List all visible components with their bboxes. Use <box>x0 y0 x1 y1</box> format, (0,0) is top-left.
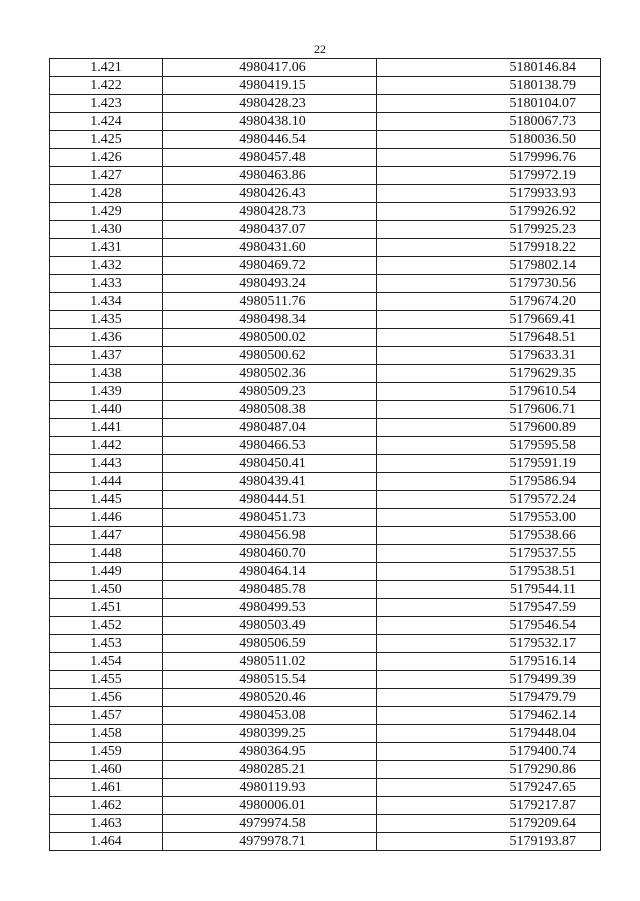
table-row <box>50 527 601 545</box>
y-coordinate-cell: 5179918.22 <box>377 239 601 257</box>
x-coordinate-cell: 4980493.24 <box>163 275 377 293</box>
x-coordinate-cell: 4980417.06 <box>163 59 377 77</box>
y-coordinate-cell: 5179633.31 <box>377 347 601 365</box>
table-row <box>50 509 601 527</box>
point-number-cell: 1.450 <box>50 581 163 599</box>
table-row <box>50 275 601 293</box>
table-row <box>50 257 601 275</box>
point-number-cell: 1.448 <box>50 545 163 563</box>
table-row <box>50 203 601 221</box>
table-row <box>50 221 601 239</box>
table-row <box>50 383 601 401</box>
x-coordinate-cell: 4980511.02 <box>163 653 377 671</box>
y-coordinate-cell: 5179933.93 <box>377 185 601 203</box>
table-row <box>50 761 601 779</box>
table-row <box>50 59 601 77</box>
y-coordinate-cell: 5179572.24 <box>377 491 601 509</box>
table-row <box>50 635 601 653</box>
y-coordinate-cell: 5179730.56 <box>377 275 601 293</box>
x-coordinate-cell: 4980498.34 <box>163 311 377 329</box>
x-coordinate-cell: 4980464.14 <box>163 563 377 581</box>
x-coordinate-cell: 4980428.23 <box>163 95 377 113</box>
table-row <box>50 473 601 491</box>
y-coordinate-cell: 5179606.71 <box>377 401 601 419</box>
table-row <box>50 401 601 419</box>
point-number-cell: 1.457 <box>50 707 163 725</box>
y-coordinate-cell: 5179532.17 <box>377 635 601 653</box>
y-coordinate-cell: 5180067.73 <box>377 113 601 131</box>
point-number-cell: 1.440 <box>50 401 163 419</box>
y-coordinate-cell: 5179547.59 <box>377 599 601 617</box>
point-number-cell: 1.429 <box>50 203 163 221</box>
table-row <box>50 329 601 347</box>
point-number-cell: 1.430 <box>50 221 163 239</box>
table-row <box>50 545 601 563</box>
x-coordinate-cell: 4980499.53 <box>163 599 377 617</box>
x-coordinate-cell: 4979974.58 <box>163 815 377 833</box>
y-coordinate-cell: 5179553.00 <box>377 509 601 527</box>
point-number-cell: 1.435 <box>50 311 163 329</box>
point-number-cell: 1.453 <box>50 635 163 653</box>
y-coordinate-cell: 5179499.39 <box>377 671 601 689</box>
y-coordinate-cell: 5179648.51 <box>377 329 601 347</box>
table-row <box>50 743 601 761</box>
x-coordinate-cell: 4979978.71 <box>163 833 377 851</box>
table-row <box>50 365 601 383</box>
point-number-cell: 1.447 <box>50 527 163 545</box>
point-number-cell: 1.432 <box>50 257 163 275</box>
point-number-cell: 1.428 <box>50 185 163 203</box>
table-row <box>50 77 601 95</box>
y-coordinate-cell: 5179462.14 <box>377 707 601 725</box>
point-number-cell: 1.445 <box>50 491 163 509</box>
x-coordinate-cell: 4980511.76 <box>163 293 377 311</box>
y-coordinate-cell: 5179217.87 <box>377 797 601 815</box>
y-coordinate-cell: 5179479.79 <box>377 689 601 707</box>
point-number-cell: 1.438 <box>50 365 163 383</box>
table-row <box>50 347 601 365</box>
y-coordinate-cell: 5179591.19 <box>377 455 601 473</box>
x-coordinate-cell: 4980509.23 <box>163 383 377 401</box>
x-coordinate-cell: 4980428.73 <box>163 203 377 221</box>
table-row <box>50 293 601 311</box>
y-coordinate-cell: 5179247.65 <box>377 779 601 797</box>
point-number-cell: 1.446 <box>50 509 163 527</box>
y-coordinate-cell: 5179537.55 <box>377 545 601 563</box>
x-coordinate-cell: 4980450.41 <box>163 455 377 473</box>
x-coordinate-cell: 4980431.60 <box>163 239 377 257</box>
y-coordinate-cell: 5179669.41 <box>377 311 601 329</box>
table-row <box>50 311 601 329</box>
table-row <box>50 437 601 455</box>
table-row <box>50 491 601 509</box>
x-coordinate-cell: 4980503.49 <box>163 617 377 635</box>
x-coordinate-cell: 4980456.98 <box>163 527 377 545</box>
y-coordinate-cell: 5179209.64 <box>377 815 601 833</box>
coordinates-table <box>49 58 601 851</box>
y-coordinate-cell: 5179544.11 <box>377 581 601 599</box>
x-coordinate-cell: 4980437.07 <box>163 221 377 239</box>
y-coordinate-cell: 5179972.19 <box>377 167 601 185</box>
x-coordinate-cell: 4980285.21 <box>163 761 377 779</box>
point-number-cell: 1.427 <box>50 167 163 185</box>
y-coordinate-cell: 5179448.04 <box>377 725 601 743</box>
y-coordinate-cell: 5179600.89 <box>377 419 601 437</box>
y-coordinate-cell: 5179925.23 <box>377 221 601 239</box>
x-coordinate-cell: 4980444.51 <box>163 491 377 509</box>
x-coordinate-cell: 4980520.46 <box>163 689 377 707</box>
y-coordinate-cell: 5180104.07 <box>377 95 601 113</box>
point-number-cell: 1.422 <box>50 77 163 95</box>
table-row <box>50 797 601 815</box>
table-row <box>50 419 601 437</box>
point-number-cell: 1.433 <box>50 275 163 293</box>
x-coordinate-cell: 4980426.43 <box>163 185 377 203</box>
table-row <box>50 581 601 599</box>
table-row <box>50 725 601 743</box>
point-number-cell: 1.462 <box>50 797 163 815</box>
point-number-cell: 1.439 <box>50 383 163 401</box>
point-number-cell: 1.455 <box>50 671 163 689</box>
point-number-cell: 1.443 <box>50 455 163 473</box>
x-coordinate-cell: 4980500.02 <box>163 329 377 347</box>
point-number-cell: 1.461 <box>50 779 163 797</box>
table-row <box>50 617 601 635</box>
point-number-cell: 1.425 <box>50 131 163 149</box>
table-row <box>50 455 601 473</box>
table-row <box>50 95 601 113</box>
point-number-cell: 1.426 <box>50 149 163 167</box>
x-coordinate-cell: 4980399.25 <box>163 725 377 743</box>
y-coordinate-cell: 5179802.14 <box>377 257 601 275</box>
table-row <box>50 149 601 167</box>
point-number-cell: 1.431 <box>50 239 163 257</box>
x-coordinate-cell: 4980453.08 <box>163 707 377 725</box>
page-number: 22 <box>314 42 326 56</box>
table-row <box>50 599 601 617</box>
point-number-cell: 1.441 <box>50 419 163 437</box>
table-row <box>50 113 601 131</box>
point-number-cell: 1.463 <box>50 815 163 833</box>
point-number-cell: 1.423 <box>50 95 163 113</box>
point-number-cell: 1.456 <box>50 689 163 707</box>
coordinates-table-body <box>50 59 601 851</box>
point-number-cell: 1.458 <box>50 725 163 743</box>
point-number-cell: 1.444 <box>50 473 163 491</box>
x-coordinate-cell: 4980446.54 <box>163 131 377 149</box>
x-coordinate-cell: 4980419.15 <box>163 77 377 95</box>
table-row <box>50 815 601 833</box>
x-coordinate-cell: 4980469.72 <box>163 257 377 275</box>
table-row <box>50 239 601 257</box>
y-coordinate-cell: 5179516.14 <box>377 653 601 671</box>
x-coordinate-cell: 4980119.93 <box>163 779 377 797</box>
table-row <box>50 653 601 671</box>
x-coordinate-cell: 4980463.86 <box>163 167 377 185</box>
point-number-cell: 1.436 <box>50 329 163 347</box>
x-coordinate-cell: 4980457.48 <box>163 149 377 167</box>
x-coordinate-cell: 4980500.62 <box>163 347 377 365</box>
table-row <box>50 689 601 707</box>
point-number-cell: 1.442 <box>50 437 163 455</box>
x-coordinate-cell: 4980439.41 <box>163 473 377 491</box>
y-coordinate-cell: 5179674.20 <box>377 293 601 311</box>
x-coordinate-cell: 4980485.78 <box>163 581 377 599</box>
x-coordinate-cell: 4980502.36 <box>163 365 377 383</box>
x-coordinate-cell: 4980460.70 <box>163 545 377 563</box>
point-number-cell: 1.449 <box>50 563 163 581</box>
x-coordinate-cell: 4980364.95 <box>163 743 377 761</box>
x-coordinate-cell: 4980438.10 <box>163 113 377 131</box>
y-coordinate-cell: 5180036.50 <box>377 131 601 149</box>
table-row <box>50 167 601 185</box>
y-coordinate-cell: 5179538.66 <box>377 527 601 545</box>
table-row <box>50 833 601 851</box>
point-number-cell: 1.424 <box>50 113 163 131</box>
y-coordinate-cell: 5179996.76 <box>377 149 601 167</box>
table-row <box>50 671 601 689</box>
x-coordinate-cell: 4980506.59 <box>163 635 377 653</box>
x-coordinate-cell: 4980487.04 <box>163 419 377 437</box>
y-coordinate-cell: 5179610.54 <box>377 383 601 401</box>
y-coordinate-cell: 5179629.35 <box>377 365 601 383</box>
point-number-cell: 1.437 <box>50 347 163 365</box>
x-coordinate-cell: 4980466.53 <box>163 437 377 455</box>
x-coordinate-cell: 4980451.73 <box>163 509 377 527</box>
table-row <box>50 779 601 797</box>
table-row <box>50 707 601 725</box>
y-coordinate-cell: 5179290.86 <box>377 761 601 779</box>
y-coordinate-cell: 5179926.92 <box>377 203 601 221</box>
y-coordinate-cell: 5179400.74 <box>377 743 601 761</box>
y-coordinate-cell: 5180146.84 <box>377 59 601 77</box>
x-coordinate-cell: 4980515.54 <box>163 671 377 689</box>
point-number-cell: 1.434 <box>50 293 163 311</box>
point-number-cell: 1.459 <box>50 743 163 761</box>
point-number-cell: 1.460 <box>50 761 163 779</box>
y-coordinate-cell: 5179586.94 <box>377 473 601 491</box>
point-number-cell: 1.421 <box>50 59 163 77</box>
table-row <box>50 131 601 149</box>
y-coordinate-cell: 5179538.51 <box>377 563 601 581</box>
point-number-cell: 1.454 <box>50 653 163 671</box>
table-row <box>50 185 601 203</box>
y-coordinate-cell: 5179595.58 <box>377 437 601 455</box>
x-coordinate-cell: 4980006.01 <box>163 797 377 815</box>
point-number-cell: 1.452 <box>50 617 163 635</box>
point-number-cell: 1.464 <box>50 833 163 851</box>
table-row <box>50 563 601 581</box>
y-coordinate-cell: 5180138.79 <box>377 77 601 95</box>
point-number-cell: 1.451 <box>50 599 163 617</box>
y-coordinate-cell: 5179546.54 <box>377 617 601 635</box>
x-coordinate-cell: 4980508.38 <box>163 401 377 419</box>
y-coordinate-cell: 5179193.87 <box>377 833 601 851</box>
